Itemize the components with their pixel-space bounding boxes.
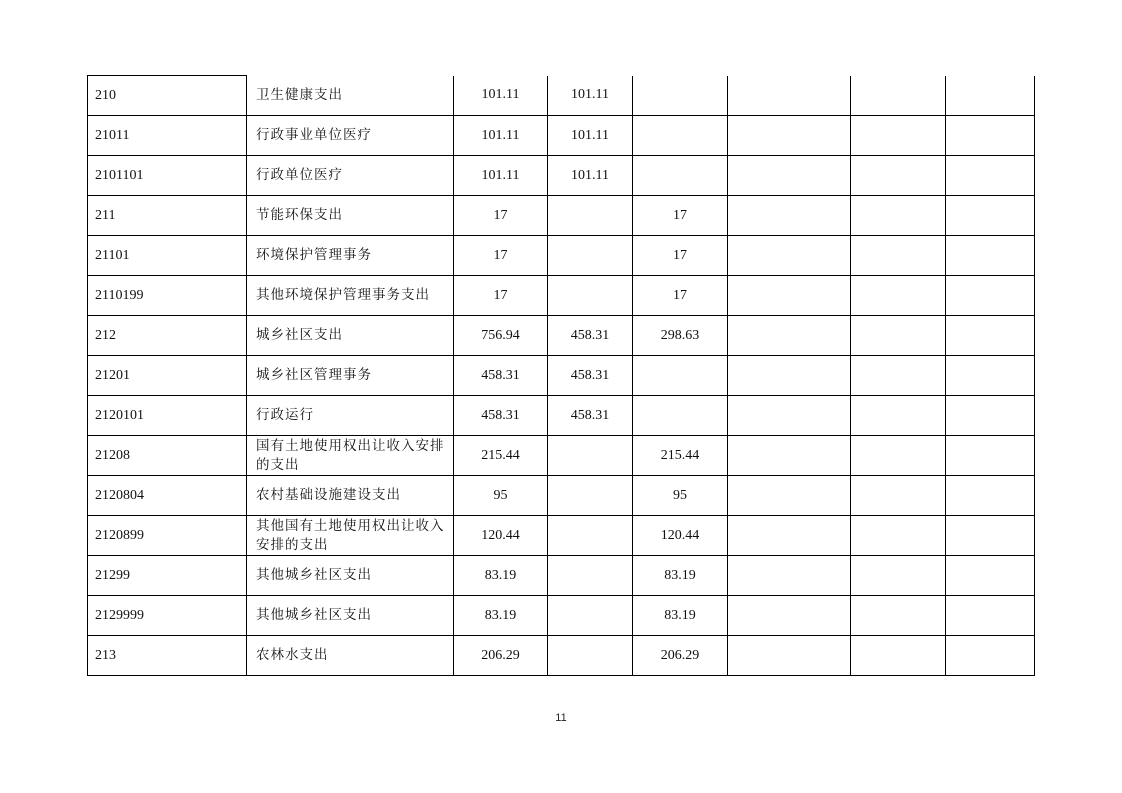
cell-empty-col-6 bbox=[728, 316, 851, 356]
cell-function-name: 农林水支出 bbox=[247, 636, 454, 676]
cell-function-code: 21011 bbox=[88, 116, 247, 156]
cell-empty-col-8 bbox=[946, 596, 1035, 636]
cell-empty-col-8 bbox=[946, 556, 1035, 596]
table-row bbox=[88, 76, 1035, 116]
cell-empty-col-7 bbox=[851, 316, 946, 356]
cell-function-code: 21299 bbox=[88, 556, 247, 596]
cell-empty-col-6 bbox=[728, 356, 851, 396]
cell-function-name: 行政单位医疗 bbox=[247, 156, 454, 196]
cell-empty-col-8 bbox=[946, 76, 1035, 116]
table-row bbox=[88, 236, 1035, 276]
cell-function-name: 其他城乡社区支出 bbox=[247, 556, 454, 596]
cell-empty-col-8 bbox=[946, 316, 1035, 356]
cell-total: 458.31 bbox=[454, 356, 548, 396]
cell-project-expenditure: 17 bbox=[633, 236, 728, 276]
table-row bbox=[88, 356, 1035, 396]
cell-total: 17 bbox=[454, 276, 548, 316]
cell-empty-col-6 bbox=[728, 476, 851, 516]
cell-project-expenditure: 215.44 bbox=[633, 436, 728, 476]
cell-empty-col-6 bbox=[728, 516, 851, 556]
cell-total: 101.11 bbox=[454, 116, 548, 156]
cell-empty-col-6 bbox=[728, 636, 851, 676]
cell-empty-col-6 bbox=[728, 276, 851, 316]
cell-function-code: 21208 bbox=[88, 436, 247, 476]
cell-function-name: 国有土地使用权出让收入安排的支出 bbox=[247, 436, 454, 476]
cell-function-code: 210 bbox=[88, 76, 247, 116]
cell-empty-col-8 bbox=[946, 636, 1035, 676]
cell-total: 756.94 bbox=[454, 316, 548, 356]
cell-project-expenditure bbox=[633, 76, 728, 116]
cell-basic-expenditure bbox=[548, 196, 633, 236]
cell-empty-col-7 bbox=[851, 76, 946, 116]
cell-total: 101.11 bbox=[454, 156, 548, 196]
table-row bbox=[88, 476, 1035, 516]
cell-function-code: 2120101 bbox=[88, 396, 247, 436]
cell-function-code: 2120804 bbox=[88, 476, 247, 516]
cell-empty-col-8 bbox=[946, 156, 1035, 196]
cell-function-code: 21201 bbox=[88, 356, 247, 396]
cell-function-name: 卫生健康支出 bbox=[247, 76, 454, 116]
cell-empty-col-7 bbox=[851, 516, 946, 556]
cell-function-code: 2129999 bbox=[88, 596, 247, 636]
cell-empty-col-7 bbox=[851, 116, 946, 156]
table-row bbox=[88, 276, 1035, 316]
table-row bbox=[88, 516, 1035, 556]
table-body bbox=[88, 76, 1035, 676]
table-row bbox=[88, 396, 1035, 436]
cell-basic-expenditure bbox=[548, 436, 633, 476]
cell-empty-col-7 bbox=[851, 236, 946, 276]
cell-function-name: 城乡社区支出 bbox=[247, 316, 454, 356]
cell-empty-col-6 bbox=[728, 396, 851, 436]
cell-function-name: 行政事业单位医疗 bbox=[247, 116, 454, 156]
cell-total: 83.19 bbox=[454, 556, 548, 596]
cell-total: 17 bbox=[454, 236, 548, 276]
cell-project-expenditure bbox=[633, 116, 728, 156]
cell-project-expenditure: 206.29 bbox=[633, 636, 728, 676]
cell-empty-col-8 bbox=[946, 236, 1035, 276]
cell-empty-col-8 bbox=[946, 396, 1035, 436]
cell-project-expenditure: 17 bbox=[633, 196, 728, 236]
cell-function-code: 211 bbox=[88, 196, 247, 236]
cell-basic-expenditure bbox=[548, 236, 633, 276]
cell-project-expenditure bbox=[633, 356, 728, 396]
cell-function-code: 213 bbox=[88, 636, 247, 676]
cell-function-code: 2110199 bbox=[88, 276, 247, 316]
cell-project-expenditure bbox=[633, 396, 728, 436]
cell-empty-col-7 bbox=[851, 156, 946, 196]
cell-basic-expenditure bbox=[548, 516, 633, 556]
cell-function-name: 其他国有土地使用权出让收入安排的支出 bbox=[247, 516, 454, 556]
cell-total: 215.44 bbox=[454, 436, 548, 476]
cell-empty-col-7 bbox=[851, 276, 946, 316]
cell-total: 458.31 bbox=[454, 396, 548, 436]
cell-empty-col-7 bbox=[851, 476, 946, 516]
cell-empty-col-6 bbox=[728, 116, 851, 156]
cell-empty-col-8 bbox=[946, 116, 1035, 156]
table-row bbox=[88, 196, 1035, 236]
cell-basic-expenditure bbox=[548, 636, 633, 676]
table-row bbox=[88, 556, 1035, 596]
cell-empty-col-7 bbox=[851, 636, 946, 676]
cell-function-name: 城乡社区管理事务 bbox=[247, 356, 454, 396]
cell-function-name: 农村基础设施建设支出 bbox=[247, 476, 454, 516]
table-row bbox=[88, 316, 1035, 356]
cell-function-code: 2120899 bbox=[88, 516, 247, 556]
cell-total: 101.11 bbox=[454, 76, 548, 116]
page-number: 11 bbox=[555, 712, 567, 724]
cell-function-name: 行政运行 bbox=[247, 396, 454, 436]
cell-basic-expenditure: 458.31 bbox=[548, 316, 633, 356]
cell-function-code: 2101101 bbox=[88, 156, 247, 196]
cell-empty-col-8 bbox=[946, 476, 1035, 516]
cell-empty-col-6 bbox=[728, 596, 851, 636]
cell-basic-expenditure: 458.31 bbox=[548, 396, 633, 436]
cell-project-expenditure: 17 bbox=[633, 276, 728, 316]
cell-empty-col-8 bbox=[946, 516, 1035, 556]
budget-table bbox=[87, 75, 1035, 676]
cell-function-name: 其他城乡社区支出 bbox=[247, 596, 454, 636]
cell-empty-col-8 bbox=[946, 196, 1035, 236]
cell-total: 17 bbox=[454, 196, 548, 236]
cell-empty-col-8 bbox=[946, 436, 1035, 476]
cell-empty-col-6 bbox=[728, 556, 851, 596]
cell-total: 83.19 bbox=[454, 596, 548, 636]
cell-empty-col-7 bbox=[851, 356, 946, 396]
cell-function-code: 212 bbox=[88, 316, 247, 356]
cell-basic-expenditure: 101.11 bbox=[548, 76, 633, 116]
cell-empty-col-6 bbox=[728, 76, 851, 116]
cell-basic-expenditure: 101.11 bbox=[548, 116, 633, 156]
cell-function-name: 节能环保支出 bbox=[247, 196, 454, 236]
table-row bbox=[88, 596, 1035, 636]
cell-project-expenditure: 83.19 bbox=[633, 556, 728, 596]
cell-empty-col-8 bbox=[946, 276, 1035, 316]
table-row bbox=[88, 116, 1035, 156]
cell-function-code: 21101 bbox=[88, 236, 247, 276]
cell-empty-col-6 bbox=[728, 196, 851, 236]
cell-total: 95 bbox=[454, 476, 548, 516]
table-row bbox=[88, 156, 1035, 196]
cell-empty-col-7 bbox=[851, 596, 946, 636]
cell-basic-expenditure bbox=[548, 476, 633, 516]
cell-project-expenditure: 83.19 bbox=[633, 596, 728, 636]
cell-project-expenditure: 95 bbox=[633, 476, 728, 516]
table-row bbox=[88, 636, 1035, 676]
cell-function-name: 其他环境保护管理事务支出 bbox=[247, 276, 454, 316]
cell-project-expenditure: 298.63 bbox=[633, 316, 728, 356]
cell-empty-col-7 bbox=[851, 556, 946, 596]
cell-project-expenditure: 120.44 bbox=[633, 516, 728, 556]
cell-project-expenditure bbox=[633, 156, 728, 196]
cell-basic-expenditure: 101.11 bbox=[548, 156, 633, 196]
cell-empty-col-6 bbox=[728, 156, 851, 196]
table-row bbox=[88, 436, 1035, 476]
cell-total: 120.44 bbox=[454, 516, 548, 556]
cell-empty-col-7 bbox=[851, 196, 946, 236]
cell-function-name: 环境保护管理事务 bbox=[247, 236, 454, 276]
cell-empty-col-6 bbox=[728, 236, 851, 276]
cell-basic-expenditure bbox=[548, 556, 633, 596]
cell-total: 206.29 bbox=[454, 636, 548, 676]
cell-basic-expenditure bbox=[548, 596, 633, 636]
cell-basic-expenditure bbox=[548, 276, 633, 316]
cell-empty-col-7 bbox=[851, 436, 946, 476]
cell-empty-col-8 bbox=[946, 356, 1035, 396]
cell-empty-col-7 bbox=[851, 396, 946, 436]
cell-empty-col-6 bbox=[728, 436, 851, 476]
cell-basic-expenditure: 458.31 bbox=[548, 356, 633, 396]
